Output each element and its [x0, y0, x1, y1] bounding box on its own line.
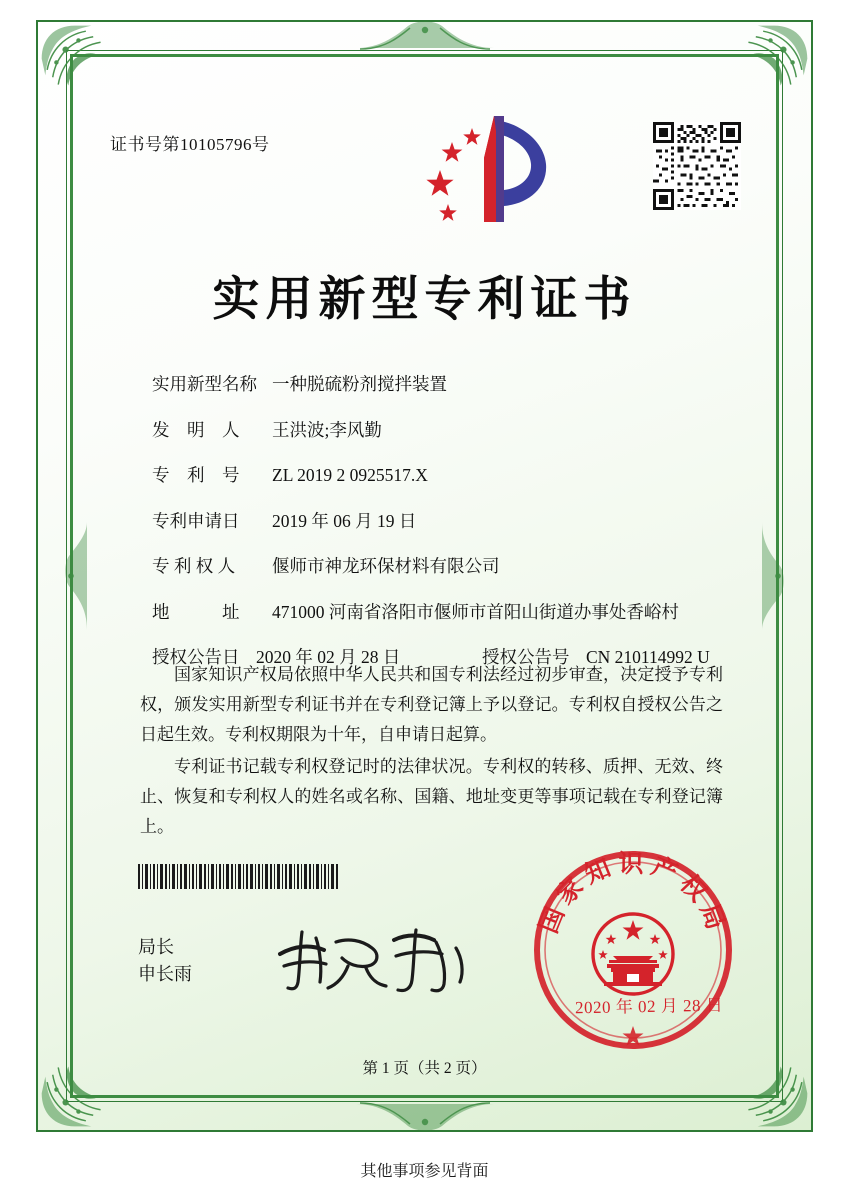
field-label: 地 址 [152, 601, 240, 622]
field-row-application-date [152, 511, 729, 532]
director-name: 申长雨 [138, 964, 192, 984]
field-row-inventor [152, 420, 729, 441]
field-row-patent-number [152, 465, 729, 486]
paragraph: 专利证书记载专利权登记时的法律状况。专利权的转移、质押、无效、终止、恢复和专利权人的姓名或名称、国籍、地址变更等事项记载在专利登记簿上。 [140, 757, 723, 836]
svg-text:国家知识产权局: 国家知识产权局 [533, 848, 733, 939]
edge-ornament-icon [350, 1100, 500, 1134]
patent-certificate [36, 20, 813, 1132]
signature-block [138, 934, 192, 988]
official-seal [525, 842, 741, 1058]
field-value: 2020 年 02 月 28 日 [256, 647, 401, 667]
field-list [152, 374, 729, 688]
qr-code [653, 122, 741, 210]
paragraph: 国家知识产权局依照中华人民共和国专利法经过初步审查，决定授予专利权，颁发实用新型专利证书并在专利登记簿上予以登记。专利权自授权公告之日起生效。专利权期限为十年，自申请日起算。 [140, 665, 723, 744]
field-value: 偃师市神龙环保材料有限公司 [272, 556, 500, 576]
field-label: 专利申请日 [152, 510, 240, 531]
footnote: 其他事项参见背面 [360, 1163, 489, 1180]
field-label: 实用新型名称 [152, 374, 257, 394]
barcode [138, 864, 338, 889]
field-row-invention-name [152, 374, 729, 395]
legal-text-block [140, 660, 723, 844]
field-value: ZL 2019 2 0925517.X [272, 465, 428, 485]
certificate-content [80, 64, 769, 1088]
field-value: 一种脱硫粉剂搅拌装置 [272, 374, 447, 394]
page-title: 实用新型专利证书 [212, 272, 637, 327]
certificate-serial-number: 证书号第10105796号 [110, 135, 270, 154]
field-value: 王洪波;李风勤 [272, 419, 382, 440]
field-label: 专 利 权 人 [152, 556, 236, 576]
field-label: 授权公告号 [482, 647, 570, 667]
edge-ornament-icon [350, 18, 500, 52]
director-title: 局长 [138, 937, 174, 957]
handwritten-signature-icon [270, 920, 480, 1000]
cnipa-logo-icon [418, 112, 558, 228]
field-label: 专 利 号 [152, 465, 240, 485]
field-label: 发 明 人 [152, 419, 240, 440]
page-number: 第 1 页（共 2 页） [362, 1060, 487, 1077]
seal-date: 2020 年 02 月 28 日 [574, 995, 724, 1018]
field-value: 471000 河南省洛阳市偃师市首阳山街道办事处香峪村 [272, 601, 679, 622]
field-value: CN 210114992 U [586, 647, 710, 667]
field-label: 授权公告日 [152, 647, 240, 667]
field-row-address [152, 602, 729, 623]
field-value: 2019 年 06 月 19 日 [272, 510, 417, 531]
field-row-patentee [152, 556, 729, 577]
